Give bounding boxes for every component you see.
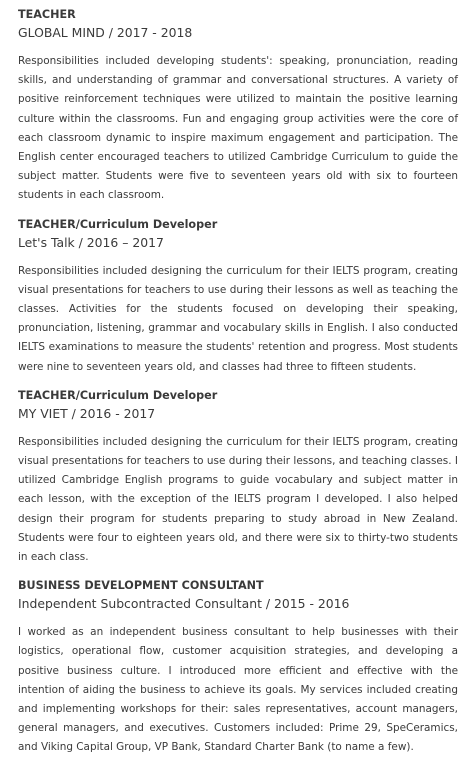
job-description: Responsibilities included developing students': speaking, pronunciation, reading skills, and understanding of grammar and conversational structures. A variety of positive reinforcement techniques were utilized to maintain the positive learning culture within the classrooms. Fun and engaging group activities were the core of each classroom dynamic to inspire maximum engagement and participation. The English center encouraged teachers to utilized Cambridge Curriculum to guide the subject matter. Students were five to seventeen years old with six to fourteen students in each classroom. <box>18 55 458 202</box>
employer-and-dates: GLOBAL MIND / 2017 - 2018 <box>18 25 193 40</box>
experience-entry <box>18 216 458 377</box>
employer-and-dates: Independent Subcontracted Consultant / 2015 - 2016 <box>18 596 350 612</box>
employer-and-dates: MY VIET / 2016 - 2017 <box>18 405 156 421</box>
job-description: Responsibilities included designing the curriculum for their IELTS program, creating visual presentations for teachers to use during their lessons as well as teaching the classes. Activities for the students focused on developing their speaking, pronunciation, listening, grammar and vocabulary skills in English. I also conducted IELTS examinations to measure the students' retention and progress. Most students were nine to seventeen years old, and classes had three to fifteen students. <box>18 264 458 373</box>
experience-entry <box>18 577 458 757</box>
job-title: TEACHER/Curriculum Developer <box>18 388 218 402</box>
job-title: BUSINESS DEVELOPMENT CONSULTANT <box>18 579 264 593</box>
employer-and-dates: Let's Talk / 2016 – 2017 <box>18 234 164 250</box>
job-title: TEACHER/Curriculum Developer <box>18 217 218 231</box>
experience-entry <box>18 6 458 206</box>
job-title: TEACHER <box>18 8 76 21</box>
job-description: I worked as an independent business consultant to help businesses with their logistics, operational flow, customer acquisition strategies, and developing a positive business culture. I introduced more efficient and effective with the intention of aiding the business to achieve its goals. My services included creating and implementing workshops for their: sales representatives, account managers, general managers, and executives. Customers included: Prime 29, SpeCeramics, and Viking Capital Group, VP Bank, Standard Charter Bank (to name a few). <box>18 626 458 754</box>
experience-entry <box>18 387 458 567</box>
job-description: Responsibilities included designing the curriculum for their IELTS program, creating visual presentations for teachers to use during their lessons, and teaching classes. I utilized Cambridge English programs to guide vocabulary and subject matter in each lesson, with the exception of the IELTS program I developed. I also helped design their program for students preparing to study abroad in New Zealand. Students were four to eighteen years old, and there were six to thirty-two students in each class. <box>18 435 458 564</box>
